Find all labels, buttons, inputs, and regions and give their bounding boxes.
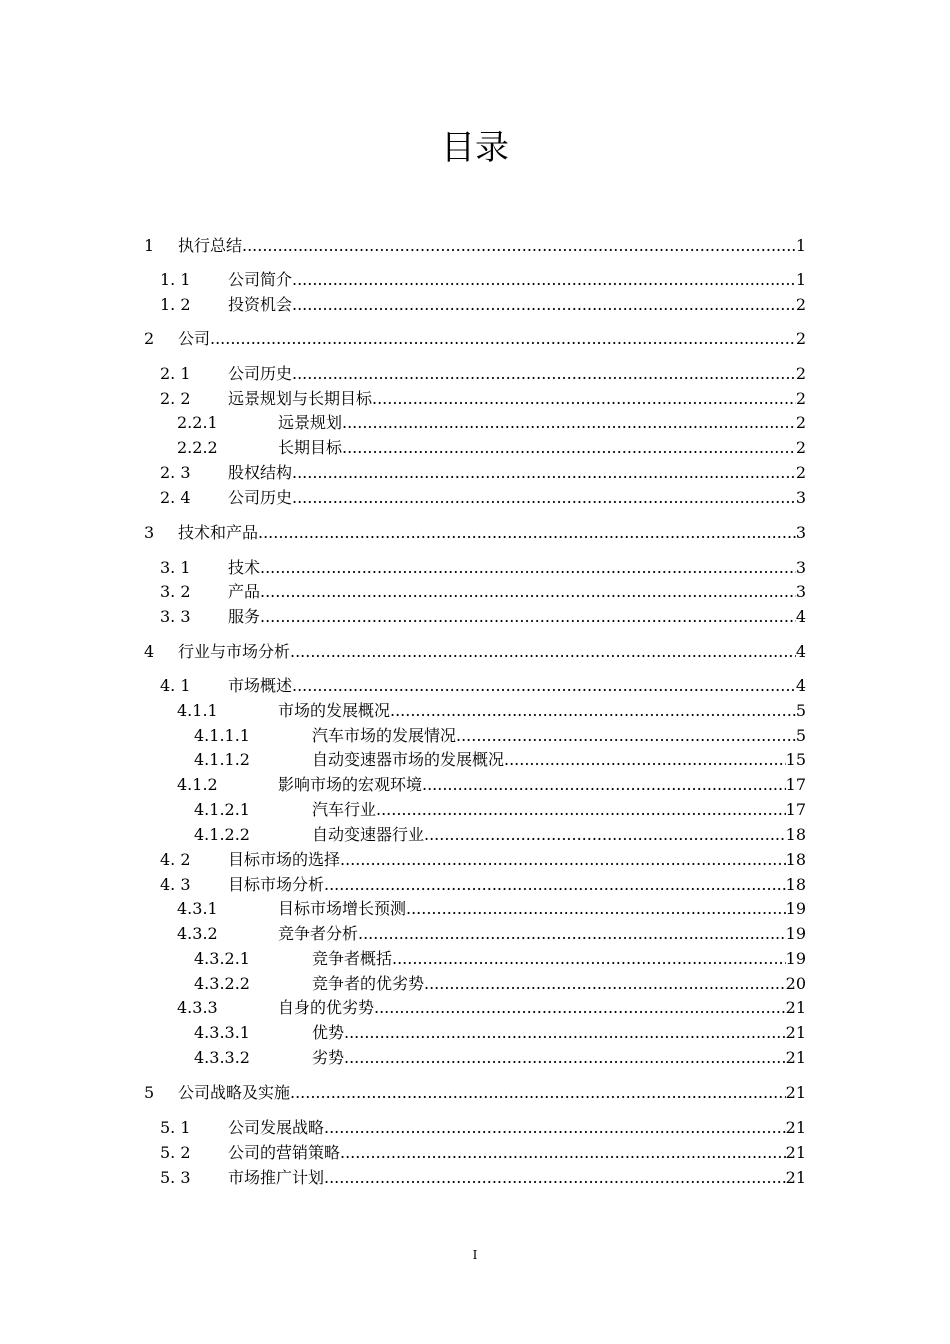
toc-entry[interactable] bbox=[160, 674, 806, 698]
toc-entry-label: 远景规划 bbox=[278, 413, 343, 432]
toc-dot-leader bbox=[260, 580, 796, 604]
toc-entry-page: 2 bbox=[796, 362, 806, 386]
toc-dot-leader bbox=[242, 234, 796, 258]
toc-dot-leader bbox=[292, 362, 796, 386]
toc-entry[interactable] bbox=[144, 640, 806, 664]
toc-entry-number: 4. 2 bbox=[160, 850, 191, 869]
toc-entry-label: 公司历史 bbox=[228, 488, 293, 507]
toc-entry-page: 1 bbox=[796, 234, 806, 258]
toc-dot-leader bbox=[324, 1166, 786, 1190]
toc-entry-number: 5. 3 bbox=[160, 1168, 191, 1187]
toc-entry[interactable] bbox=[177, 699, 806, 723]
toc-entry[interactable] bbox=[177, 922, 806, 946]
toc-entry-page: 4 bbox=[796, 605, 806, 629]
toc-entry-page: 4 bbox=[796, 674, 806, 698]
toc-entry[interactable] bbox=[144, 521, 806, 545]
toc-entry-page: 2 bbox=[796, 293, 806, 317]
toc-entry-page: 17 bbox=[786, 798, 806, 822]
toc-entry-label: 技术 bbox=[228, 558, 261, 577]
toc-entry-number: 3. 2 bbox=[160, 582, 191, 601]
toc-entry[interactable] bbox=[194, 823, 806, 847]
toc-entry[interactable] bbox=[177, 996, 806, 1020]
toc-dot-leader bbox=[374, 996, 786, 1020]
toc-entry-number: 5 bbox=[144, 1083, 155, 1102]
toc-entry-number: 4.1.2 bbox=[177, 775, 218, 794]
toc-entry-number: 4.3.1 bbox=[177, 899, 218, 918]
toc-entry-page: 17 bbox=[786, 773, 806, 797]
toc-entry-label: 影响市场的宏观环境 bbox=[278, 775, 423, 794]
toc-entry-number: 4.1.1.2 bbox=[194, 750, 250, 769]
toc-entry-page: 2 bbox=[796, 436, 806, 460]
toc-entry-page: 21 bbox=[786, 1166, 806, 1190]
toc-entry-page: 18 bbox=[786, 873, 806, 897]
toc-dot-leader bbox=[422, 773, 786, 797]
toc-entry[interactable] bbox=[144, 327, 806, 351]
page-title: 目录 bbox=[441, 128, 509, 168]
toc-entry-page: 18 bbox=[786, 848, 806, 872]
toc-entry[interactable] bbox=[160, 293, 806, 317]
toc-entry[interactable] bbox=[160, 486, 806, 510]
toc-entry-page: 21 bbox=[786, 1021, 806, 1045]
toc-entry[interactable] bbox=[160, 362, 806, 386]
toc-entry-number: 4 bbox=[144, 642, 155, 661]
toc-entry-page: 21 bbox=[786, 1141, 806, 1165]
toc-entry-page: 5 bbox=[796, 724, 806, 748]
toc-entry-label: 行业与市场分析 bbox=[178, 642, 291, 661]
toc-entry-label: 公司发展战略 bbox=[228, 1118, 325, 1137]
toc-entry-label: 竞争者分析 bbox=[278, 924, 359, 943]
toc-entry-number: 4.3.3.2 bbox=[194, 1048, 250, 1067]
toc-entry-label: 股权结构 bbox=[228, 463, 293, 482]
toc-entry-label: 长期目标 bbox=[278, 438, 343, 457]
toc-entry-label: 公司的营销策略 bbox=[228, 1143, 341, 1162]
toc-entry[interactable] bbox=[194, 798, 806, 822]
toc-entry-number: 5. 1 bbox=[160, 1118, 191, 1137]
toc-dot-leader bbox=[504, 748, 786, 772]
toc-entry-number: 4.3.2.2 bbox=[194, 974, 250, 993]
toc-entry-page: 3 bbox=[796, 556, 806, 580]
toc-dot-leader bbox=[390, 699, 796, 723]
toc-entry-number: 2. 4 bbox=[160, 488, 191, 507]
toc-entry-label: 执行总结 bbox=[178, 236, 243, 255]
toc-dot-leader bbox=[324, 873, 786, 897]
toc-entry-number: 4. 3 bbox=[160, 875, 191, 894]
toc-entry-label: 公司简介 bbox=[228, 270, 293, 289]
toc-entry-label: 优势 bbox=[312, 1023, 345, 1042]
toc-entry-label: 产品 bbox=[228, 582, 261, 601]
toc-entry-label: 市场概述 bbox=[228, 676, 293, 695]
toc-entry[interactable] bbox=[160, 268, 806, 292]
toc-dot-leader bbox=[324, 1116, 786, 1140]
toc-dot-leader bbox=[292, 674, 796, 698]
toc-entry-label: 技术和产品 bbox=[178, 523, 259, 542]
toc-entry[interactable] bbox=[194, 1021, 806, 1045]
toc-entry-label: 市场的发展概况 bbox=[278, 701, 391, 720]
toc-entry-number: 4.1.1 bbox=[177, 701, 218, 720]
toc-entry[interactable] bbox=[194, 748, 806, 772]
toc-dot-leader bbox=[344, 1046, 786, 1070]
toc-entry-page: 19 bbox=[786, 947, 806, 971]
toc-dot-leader bbox=[372, 387, 796, 411]
page-number: I bbox=[472, 1248, 478, 1262]
toc-entry-number: 2. 1 bbox=[160, 364, 191, 383]
toc-entry-number: 1. 2 bbox=[160, 295, 191, 314]
toc-entry-label: 公司 bbox=[178, 329, 211, 348]
toc-entry-number: 2.2.1 bbox=[177, 413, 218, 432]
toc-entry-label: 自动变速器市场的发展概况 bbox=[312, 750, 505, 769]
toc-dot-leader bbox=[340, 1141, 786, 1165]
toc-entry-page: 3 bbox=[796, 486, 806, 510]
toc-entry-number: 1 bbox=[144, 236, 155, 255]
toc-entry-page: 20 bbox=[786, 972, 806, 996]
toc-entry-label: 汽车行业 bbox=[312, 800, 377, 819]
toc-entry-label: 汽车市场的发展情况 bbox=[312, 726, 457, 745]
toc-entry-page: 2 bbox=[796, 461, 806, 485]
toc-entry-page: 21 bbox=[786, 1116, 806, 1140]
toc-entry[interactable] bbox=[194, 947, 806, 971]
toc-entry-label: 目标市场增长预测 bbox=[278, 899, 407, 918]
toc-entry-page: 21 bbox=[786, 996, 806, 1020]
toc-entry[interactable] bbox=[144, 1081, 806, 1105]
toc-entry[interactable] bbox=[177, 436, 806, 460]
toc-entry-label: 目标市场的选择 bbox=[228, 850, 341, 869]
toc-entry[interactable] bbox=[160, 461, 806, 485]
toc-dot-leader bbox=[292, 293, 796, 317]
toc-entry-number: 3. 1 bbox=[160, 558, 191, 577]
toc-dot-leader bbox=[292, 486, 796, 510]
toc-entry-label: 公司历史 bbox=[228, 364, 293, 383]
toc-entry-page: 1 bbox=[796, 268, 806, 292]
toc-dot-leader bbox=[342, 411, 796, 435]
toc-entry-number: 2 bbox=[144, 329, 155, 348]
toc-entry-label: 自动变速器行业 bbox=[312, 825, 425, 844]
toc-entry-label: 竞争者的优劣势 bbox=[312, 974, 425, 993]
toc-dot-leader bbox=[392, 947, 786, 971]
toc-entry-label: 自身的优劣势 bbox=[278, 998, 375, 1017]
toc-entry-page: 21 bbox=[786, 1046, 806, 1070]
toc-entry-number: 1. 1 bbox=[160, 270, 191, 289]
toc-dot-leader bbox=[358, 922, 786, 946]
toc-dot-leader bbox=[260, 556, 796, 580]
toc-dot-leader bbox=[260, 605, 796, 629]
toc-entry-label: 投资机会 bbox=[228, 295, 293, 314]
toc-entry-page: 18 bbox=[786, 823, 806, 847]
toc-entry-number: 4.3.3.1 bbox=[194, 1023, 250, 1042]
toc-entry[interactable] bbox=[194, 972, 806, 996]
toc-entry[interactable] bbox=[160, 580, 806, 604]
toc-entry-page: 19 bbox=[786, 897, 806, 921]
toc-entry[interactable] bbox=[160, 605, 806, 629]
toc-entry[interactable] bbox=[160, 873, 806, 897]
toc-entry-label: 目标市场分析 bbox=[228, 875, 325, 894]
toc-dot-leader bbox=[258, 521, 796, 545]
toc-entry[interactable] bbox=[160, 848, 806, 872]
toc-entry-page: 5 bbox=[796, 699, 806, 723]
toc-dot-leader bbox=[292, 461, 796, 485]
toc-entry[interactable] bbox=[177, 411, 806, 435]
toc-dot-leader bbox=[376, 798, 786, 822]
toc-dot-leader bbox=[210, 327, 796, 351]
toc-entry-number: 4.3.2 bbox=[177, 924, 218, 943]
toc-entry-page: 3 bbox=[796, 521, 806, 545]
toc-entry-number: 2. 3 bbox=[160, 463, 191, 482]
toc-entry[interactable] bbox=[160, 387, 806, 411]
toc-entry-number: 2. 2 bbox=[160, 389, 191, 408]
toc-entry-number: 4.3.3 bbox=[177, 998, 218, 1017]
toc-entry-page: 19 bbox=[786, 922, 806, 946]
toc-entry-number: 4.1.2.2 bbox=[194, 825, 250, 844]
toc-entry-label: 远景规划与长期目标 bbox=[228, 389, 373, 408]
toc-entry-label: 劣势 bbox=[312, 1048, 345, 1067]
toc-dot-leader bbox=[290, 640, 796, 664]
toc-entry-number: 4. 1 bbox=[160, 676, 191, 695]
toc-entry-page: 2 bbox=[796, 387, 806, 411]
toc-dot-leader bbox=[290, 1081, 786, 1105]
toc-dot-leader bbox=[424, 972, 786, 996]
toc-entry-number: 3. 3 bbox=[160, 607, 191, 626]
toc-entry-label: 服务 bbox=[228, 607, 261, 626]
toc-entry[interactable] bbox=[194, 1046, 806, 1070]
toc-entry-page: 3 bbox=[796, 580, 806, 604]
toc-dot-leader bbox=[406, 897, 786, 921]
toc-entry-page: 21 bbox=[786, 1081, 806, 1105]
toc-entry-number: 4.3.2.1 bbox=[194, 949, 250, 968]
toc-entry-page: 4 bbox=[796, 640, 806, 664]
toc-entry-page: 2 bbox=[796, 327, 806, 351]
toc-entry[interactable] bbox=[194, 724, 806, 748]
toc-dot-leader bbox=[342, 436, 796, 460]
toc-entry[interactable] bbox=[160, 1141, 806, 1165]
toc-entry[interactable] bbox=[177, 773, 806, 797]
toc-entry-page: 2 bbox=[796, 411, 806, 435]
toc-dot-leader bbox=[340, 848, 786, 872]
toc-entry[interactable] bbox=[160, 1116, 806, 1140]
toc-entry[interactable] bbox=[144, 234, 806, 258]
toc-entry-label: 市场推广计划 bbox=[228, 1168, 325, 1187]
toc-entry-number: 3 bbox=[144, 523, 155, 542]
toc-dot-leader bbox=[292, 268, 796, 292]
toc-dot-leader bbox=[344, 1021, 786, 1045]
toc-entry-number: 4.1.1.1 bbox=[194, 726, 250, 745]
toc-entry[interactable] bbox=[160, 556, 806, 580]
toc-entry-number: 2.2.2 bbox=[177, 438, 218, 457]
toc-entry[interactable] bbox=[160, 1166, 806, 1190]
toc-entry[interactable] bbox=[177, 897, 806, 921]
toc-entry-page: 15 bbox=[786, 748, 806, 772]
toc-entry-number: 5. 2 bbox=[160, 1143, 191, 1162]
toc-dot-leader bbox=[456, 724, 796, 748]
toc-entry-number: 4.1.2.1 bbox=[194, 800, 250, 819]
toc-entry-label: 公司战略及实施 bbox=[178, 1083, 291, 1102]
toc-entry-label: 竞争者概括 bbox=[312, 949, 393, 968]
toc-dot-leader bbox=[424, 823, 786, 847]
